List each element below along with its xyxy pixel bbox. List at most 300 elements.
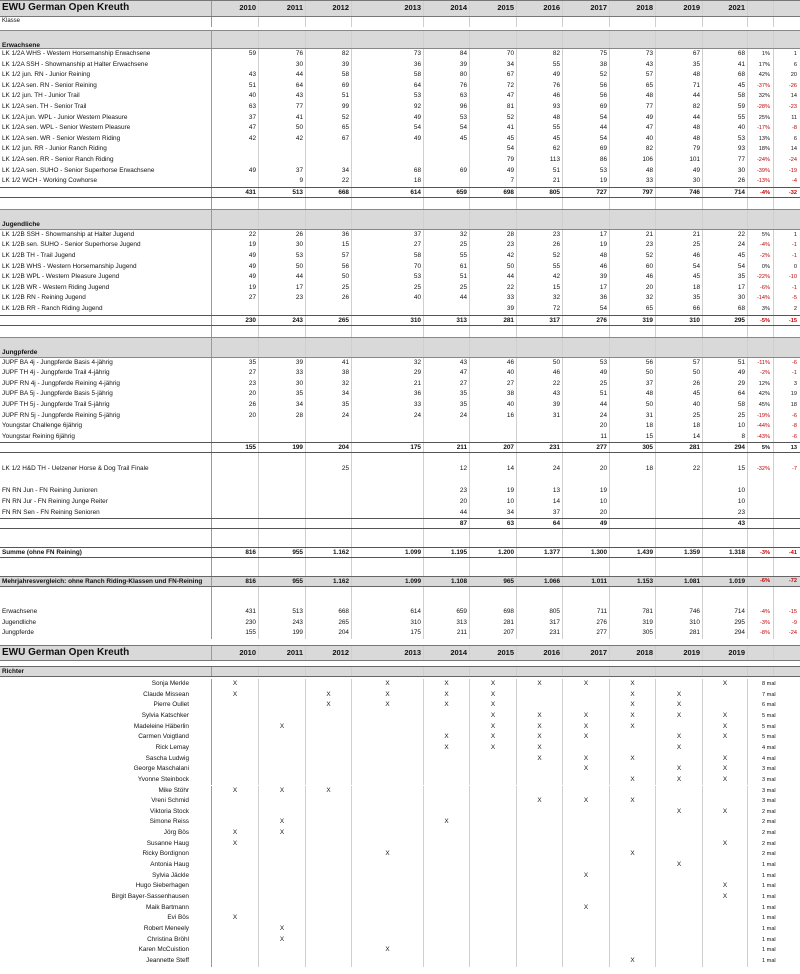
judge-row <box>0 786 800 797</box>
class-row <box>0 176 800 187</box>
value-cell: 207 <box>470 628 517 639</box>
value-cell: 727 <box>563 188 610 197</box>
value-cell: 805 <box>517 188 563 197</box>
value-cell: 1.081 <box>656 577 703 586</box>
year-header: 2010 <box>212 646 259 660</box>
judge-mark <box>517 924 563 935</box>
value-cell: 319 <box>610 316 656 325</box>
value-cell <box>259 453 306 464</box>
class-label: LK 1/2B RN - Reining Jugend <box>0 293 212 304</box>
value-cell: 20 <box>563 421 610 432</box>
value-cell <box>212 421 259 432</box>
judge-mark: X <box>212 913 259 924</box>
value-cell: 277 <box>563 628 610 639</box>
value-cell: 50 <box>610 400 656 411</box>
change-absolute: -41 <box>788 550 797 557</box>
judge-mark <box>352 732 424 743</box>
class-label: LK 1/2B sen. SUHO - Senior Superhorse Jugend <box>0 240 212 251</box>
value-cell: 66 <box>656 304 703 315</box>
judges-title: Richter <box>0 667 212 676</box>
value-cell <box>656 667 703 676</box>
value-cell: 231 <box>517 443 563 452</box>
value-cell: 44 <box>424 293 470 304</box>
value-cell: 1.162 <box>306 577 352 586</box>
value-cell <box>610 519 656 528</box>
value-cell: 35 <box>656 293 703 304</box>
value-cell: 15 <box>306 240 352 251</box>
value-cell: 15 <box>703 464 748 475</box>
value-cell <box>424 31 470 48</box>
value-cell: 55 <box>703 113 748 124</box>
section-header-jungpferde <box>0 337 800 358</box>
value-cell: 17 <box>259 283 306 294</box>
judge-name: Ricky Bordignon <box>0 849 212 860</box>
judge-count: 5 mal <box>762 712 776 719</box>
value-cell: 56 <box>306 262 352 273</box>
value-cell: 59 <box>703 102 748 113</box>
value-cell <box>212 432 259 443</box>
judge-mark: X <box>470 690 517 701</box>
change-percent: 12% <box>748 379 774 390</box>
value-cell: 24 <box>517 464 563 475</box>
value-cell <box>517 453 563 464</box>
class-label: FN RN Sen - FN Reining Senioren <box>0 508 212 519</box>
value-cell: 15 <box>517 283 563 294</box>
breakdown-label: Jungpferde <box>0 628 212 639</box>
change-percent <box>748 198 774 209</box>
class-row <box>0 389 800 400</box>
value-cell: 9 <box>259 176 306 187</box>
value-cell: 26 <box>306 293 352 304</box>
judge-mark <box>306 956 352 967</box>
judge-mark <box>517 881 563 892</box>
value-cell: 816 <box>212 548 259 557</box>
value-cell <box>656 529 703 547</box>
judge-mark <box>517 913 563 924</box>
value-cell <box>470 529 517 547</box>
value-cell: 24 <box>563 411 610 422</box>
value-cell: 55 <box>517 60 563 71</box>
change-percent: -5% <box>748 316 774 325</box>
judge-mark: X <box>703 839 748 850</box>
value-cell: 54 <box>563 304 610 315</box>
value-cell: 310 <box>352 618 424 629</box>
value-cell: 72 <box>517 304 563 315</box>
change-absolute: 2 <box>793 306 797 312</box>
judge-name: Evi Bös <box>0 913 212 924</box>
value-cell <box>212 558 259 576</box>
value-cell: 295 <box>703 618 748 629</box>
value-cell: 70 <box>470 49 517 60</box>
value-cell: 1.439 <box>610 548 656 557</box>
value-cell: 49 <box>517 70 563 81</box>
change-absolute <box>774 529 800 547</box>
value-cell <box>470 453 517 464</box>
year-header: 2014 <box>424 646 470 660</box>
judge-mark <box>424 956 470 967</box>
judge-mark <box>703 700 748 711</box>
value-cell: 21 <box>610 230 656 241</box>
value-cell <box>424 453 470 464</box>
value-cell: 14 <box>517 497 563 508</box>
value-cell: 42 <box>470 251 517 262</box>
value-cell: 56 <box>563 91 610 102</box>
value-cell: 54 <box>563 134 610 145</box>
class-label: LK 1/2A sen. RN - Senior Reining <box>0 81 212 92</box>
judge-mark: X <box>259 817 306 828</box>
judge-mark <box>212 732 259 743</box>
value-cell: 40 <box>703 123 748 134</box>
value-cell: 64 <box>517 519 563 528</box>
value-cell <box>352 432 424 443</box>
judge-mark <box>424 881 470 892</box>
judge-mark <box>306 860 352 871</box>
judge-mark <box>212 881 259 892</box>
change-absolute: 11 <box>791 114 797 121</box>
judge-count: 1 mal <box>762 947 776 954</box>
value-cell <box>424 304 470 315</box>
value-cell <box>656 519 703 528</box>
judge-mark <box>352 764 424 775</box>
judge-mark <box>306 924 352 935</box>
value-cell: 45 <box>517 134 563 145</box>
value-cell: 1.377 <box>517 548 563 557</box>
class-row <box>0 304 800 315</box>
class-label: LK 1/2A sen. TH - Senior Trail <box>0 102 212 113</box>
change-absolute: 6 <box>793 61 797 68</box>
value-cell: 44 <box>563 400 610 411</box>
section-total-row <box>0 315 800 326</box>
value-cell <box>470 587 517 607</box>
value-cell <box>259 326 306 337</box>
judge-mark: X <box>563 796 610 807</box>
change-percent <box>748 667 774 676</box>
judge-mark: X <box>703 722 748 733</box>
value-cell: 43 <box>703 519 748 528</box>
value-cell <box>212 210 259 229</box>
section-total-row <box>0 442 800 453</box>
judge-mark: X <box>259 935 306 946</box>
value-cell: 175 <box>352 628 424 639</box>
value-cell: 1.300 <box>563 548 610 557</box>
judge-mark: X <box>470 743 517 754</box>
judge-mark <box>259 711 306 722</box>
value-cell: 33 <box>470 293 517 304</box>
judge-mark <box>703 690 748 701</box>
value-cell <box>306 155 352 166</box>
judge-mark <box>424 903 470 914</box>
value-cell: 30 <box>259 240 306 251</box>
value-cell: 69 <box>424 166 470 177</box>
class-row <box>0 70 800 81</box>
value-cell <box>259 667 306 676</box>
change-percent: -32% <box>748 464 774 475</box>
value-cell <box>306 421 352 432</box>
judges-header-row <box>0 645 800 661</box>
value-cell: 22 <box>703 230 748 241</box>
value-cell: 49 <box>656 166 703 177</box>
judge-mark <box>352 860 424 871</box>
value-cell <box>563 210 610 229</box>
value-cell: 48 <box>517 113 563 124</box>
judge-row <box>0 956 800 967</box>
change-percent: -3% <box>748 618 774 629</box>
judge-mark <box>563 839 610 850</box>
value-cell: 155 <box>212 628 259 639</box>
value-cell: 39 <box>306 60 352 71</box>
class-label: FN RN Jur - FN Reining Junge Reiter <box>0 497 212 508</box>
judge-mark <box>563 945 610 956</box>
judge-mark <box>517 700 563 711</box>
change-percent: 1% <box>748 49 774 60</box>
judge-mark: X <box>610 690 656 701</box>
judge-mark <box>517 849 563 860</box>
spacer-row <box>0 198 800 209</box>
change-absolute: 13 <box>790 445 797 452</box>
change-absolute: -6 <box>792 412 797 419</box>
value-cell <box>656 453 703 464</box>
value-cell: 50 <box>610 368 656 379</box>
judge-mark <box>352 775 424 786</box>
judge-mark <box>212 945 259 956</box>
judge-count: 2 mal <box>762 851 776 858</box>
value-cell: 199 <box>259 443 306 452</box>
judge-mark: X <box>610 956 656 967</box>
value-cell: 18 <box>352 176 424 187</box>
value-cell: 49 <box>703 368 748 379</box>
judge-mark: X <box>563 764 610 775</box>
year-header: 2011 <box>259 646 306 660</box>
value-cell <box>352 421 424 432</box>
change-absolute: -5 <box>792 295 797 302</box>
value-cell <box>424 155 470 166</box>
judge-mark <box>610 807 656 818</box>
section-header-erwachsene <box>0 30 800 49</box>
value-cell: 58 <box>352 70 424 81</box>
judge-mark <box>352 956 424 967</box>
judge-count: 4 mal <box>762 744 776 751</box>
judge-count: 3 mal <box>762 776 776 783</box>
value-cell <box>470 432 517 443</box>
judge-mark: X <box>352 690 424 701</box>
class-label: JUPF TH 4j - Jungpferde Trail 4-jährig <box>0 368 212 379</box>
judge-mark: X <box>424 700 470 711</box>
change-percent: -4% <box>748 240 774 251</box>
value-cell: 47 <box>424 368 470 379</box>
value-cell: 37 <box>259 166 306 177</box>
value-cell: 1.359 <box>656 548 703 557</box>
value-cell <box>352 17 424 27</box>
judge-mark <box>424 860 470 871</box>
year-header: 2018 <box>610 1 656 16</box>
change-absolute: -23 <box>788 104 797 110</box>
judge-row <box>0 679 800 690</box>
value-cell: 54 <box>563 113 610 124</box>
judge-mark: X <box>424 817 470 828</box>
value-cell: 77 <box>703 155 748 166</box>
class-label: LK 1/2B SSH - Showmanship at Halter Jugend <box>0 230 212 241</box>
value-cell <box>259 529 306 547</box>
value-cell: 207 <box>470 443 517 452</box>
judge-mark <box>306 892 352 903</box>
class-label: LK 1/2A sen. WPL - Senior Western Pleasure <box>0 123 212 134</box>
value-cell <box>656 587 703 607</box>
value-cell: 25 <box>306 283 352 294</box>
value-cell <box>656 338 703 357</box>
judge-mark <box>424 711 470 722</box>
value-cell: 30 <box>259 60 306 71</box>
judge-mark: X <box>656 764 703 775</box>
value-cell: 45 <box>656 272 703 283</box>
value-cell: 19 <box>563 240 610 251</box>
value-cell <box>424 176 470 187</box>
value-cell: 25 <box>424 283 470 294</box>
value-cell: 10 <box>563 497 610 508</box>
value-cell <box>610 667 656 676</box>
value-cell: 48 <box>656 134 703 145</box>
judge-mark: X <box>517 743 563 754</box>
value-cell <box>470 198 517 209</box>
value-cell: 50 <box>470 262 517 273</box>
value-cell <box>259 155 306 166</box>
value-cell: 58 <box>703 400 748 411</box>
judge-mark <box>610 828 656 839</box>
class-header: Klasse <box>0 17 212 27</box>
class-row <box>0 144 800 155</box>
value-cell: 52 <box>563 70 610 81</box>
judge-mark <box>656 722 703 733</box>
change-absolute: -32 <box>788 189 797 196</box>
judge-mark <box>352 903 424 914</box>
change-absolute: -26 <box>788 82 797 89</box>
value-cell: 68 <box>703 49 748 60</box>
judge-mark <box>259 913 306 924</box>
judge-mark <box>424 754 470 765</box>
change-percent <box>748 17 774 27</box>
value-cell <box>610 508 656 519</box>
value-cell: 50 <box>656 368 703 379</box>
value-cell: 57 <box>656 358 703 369</box>
judge-mark <box>212 849 259 860</box>
value-cell: 75 <box>563 49 610 60</box>
value-cell <box>212 144 259 155</box>
class-label: JUPF BA 5j - Jungpferde Basis 5-jährig <box>0 389 212 400</box>
value-cell: 49 <box>563 519 610 528</box>
judge-row <box>0 817 800 828</box>
value-cell: 49 <box>470 166 517 177</box>
judge-mark: X <box>656 860 703 871</box>
section-header-jugendliche <box>0 209 800 230</box>
value-cell: 294 <box>703 443 748 452</box>
judge-mark <box>703 871 748 882</box>
value-cell <box>212 60 259 71</box>
judge-row <box>0 807 800 818</box>
total-label <box>0 443 212 452</box>
change-percent: -44% <box>748 421 774 432</box>
year-header: 2021 <box>703 1 748 16</box>
value-cell: 54 <box>424 123 470 134</box>
value-cell <box>703 326 748 337</box>
value-cell: 17 <box>703 283 748 294</box>
value-cell <box>424 144 470 155</box>
class-label: LK 1/2A SSH - Showmanship at Halter Erwachsene <box>0 60 212 71</box>
value-cell <box>563 338 610 357</box>
value-cell: 211 <box>424 443 470 452</box>
value-cell: 10 <box>703 497 748 508</box>
change-absolute: 19 <box>790 391 797 398</box>
value-cell: 67 <box>306 134 352 145</box>
value-cell: 18 <box>610 464 656 475</box>
value-cell: 319 <box>610 618 656 629</box>
class-row <box>0 358 800 369</box>
value-cell: 34 <box>259 400 306 411</box>
judge-row <box>0 892 800 903</box>
value-cell: 46 <box>517 91 563 102</box>
change-percent <box>748 31 774 48</box>
value-cell: 47 <box>610 123 656 134</box>
judge-mark: X <box>212 786 259 797</box>
judge-name: Sascha Ludwig <box>0 754 212 765</box>
change-absolute <box>774 210 800 229</box>
change-percent: 32% <box>748 91 774 102</box>
value-cell: 65 <box>610 81 656 92</box>
value-cell: 310 <box>656 618 703 629</box>
value-cell: 63 <box>212 102 259 113</box>
judge-mark <box>259 945 306 956</box>
change-percent <box>748 210 774 229</box>
value-cell <box>259 304 306 315</box>
value-cell: 1.195 <box>424 548 470 557</box>
judge-mark <box>703 828 748 839</box>
value-cell <box>306 198 352 209</box>
change-percent <box>748 519 774 528</box>
breakdown-label: Erwachsene <box>0 607 212 618</box>
value-cell <box>470 338 517 357</box>
judge-mark <box>610 860 656 871</box>
judge-mark <box>306 775 352 786</box>
judge-row <box>0 796 800 807</box>
value-cell: 231 <box>517 628 563 639</box>
value-cell: 35 <box>424 400 470 411</box>
value-cell <box>517 475 563 486</box>
value-cell: 46 <box>517 368 563 379</box>
value-cell: 25 <box>656 240 703 251</box>
judge-mark <box>517 903 563 914</box>
judge-mark <box>470 924 517 935</box>
value-cell <box>656 497 703 508</box>
value-cell: 31 <box>517 411 563 422</box>
change-absolute <box>774 497 800 508</box>
value-cell: 45 <box>424 134 470 145</box>
fn-row <box>0 497 800 508</box>
value-cell: 27 <box>212 368 259 379</box>
judge-mark: X <box>352 700 424 711</box>
value-cell <box>563 529 610 547</box>
value-cell: 40 <box>352 293 424 304</box>
value-cell: 34 <box>306 389 352 400</box>
judge-mark <box>563 807 610 818</box>
mehr-label: Mehrjahresvergleich: ohne Ranch Riding-Klassen und FN-Reining <box>0 577 212 586</box>
value-cell: 955 <box>259 548 306 557</box>
judge-name: Jeannette Steff <box>0 956 212 967</box>
judge-mark <box>306 732 352 743</box>
change-absolute: -24 <box>788 157 797 163</box>
class-row <box>0 240 800 251</box>
value-cell: 40 <box>470 368 517 379</box>
value-cell: 69 <box>563 144 610 155</box>
change-percent: -6% <box>748 283 774 294</box>
judge-mark <box>563 786 610 797</box>
